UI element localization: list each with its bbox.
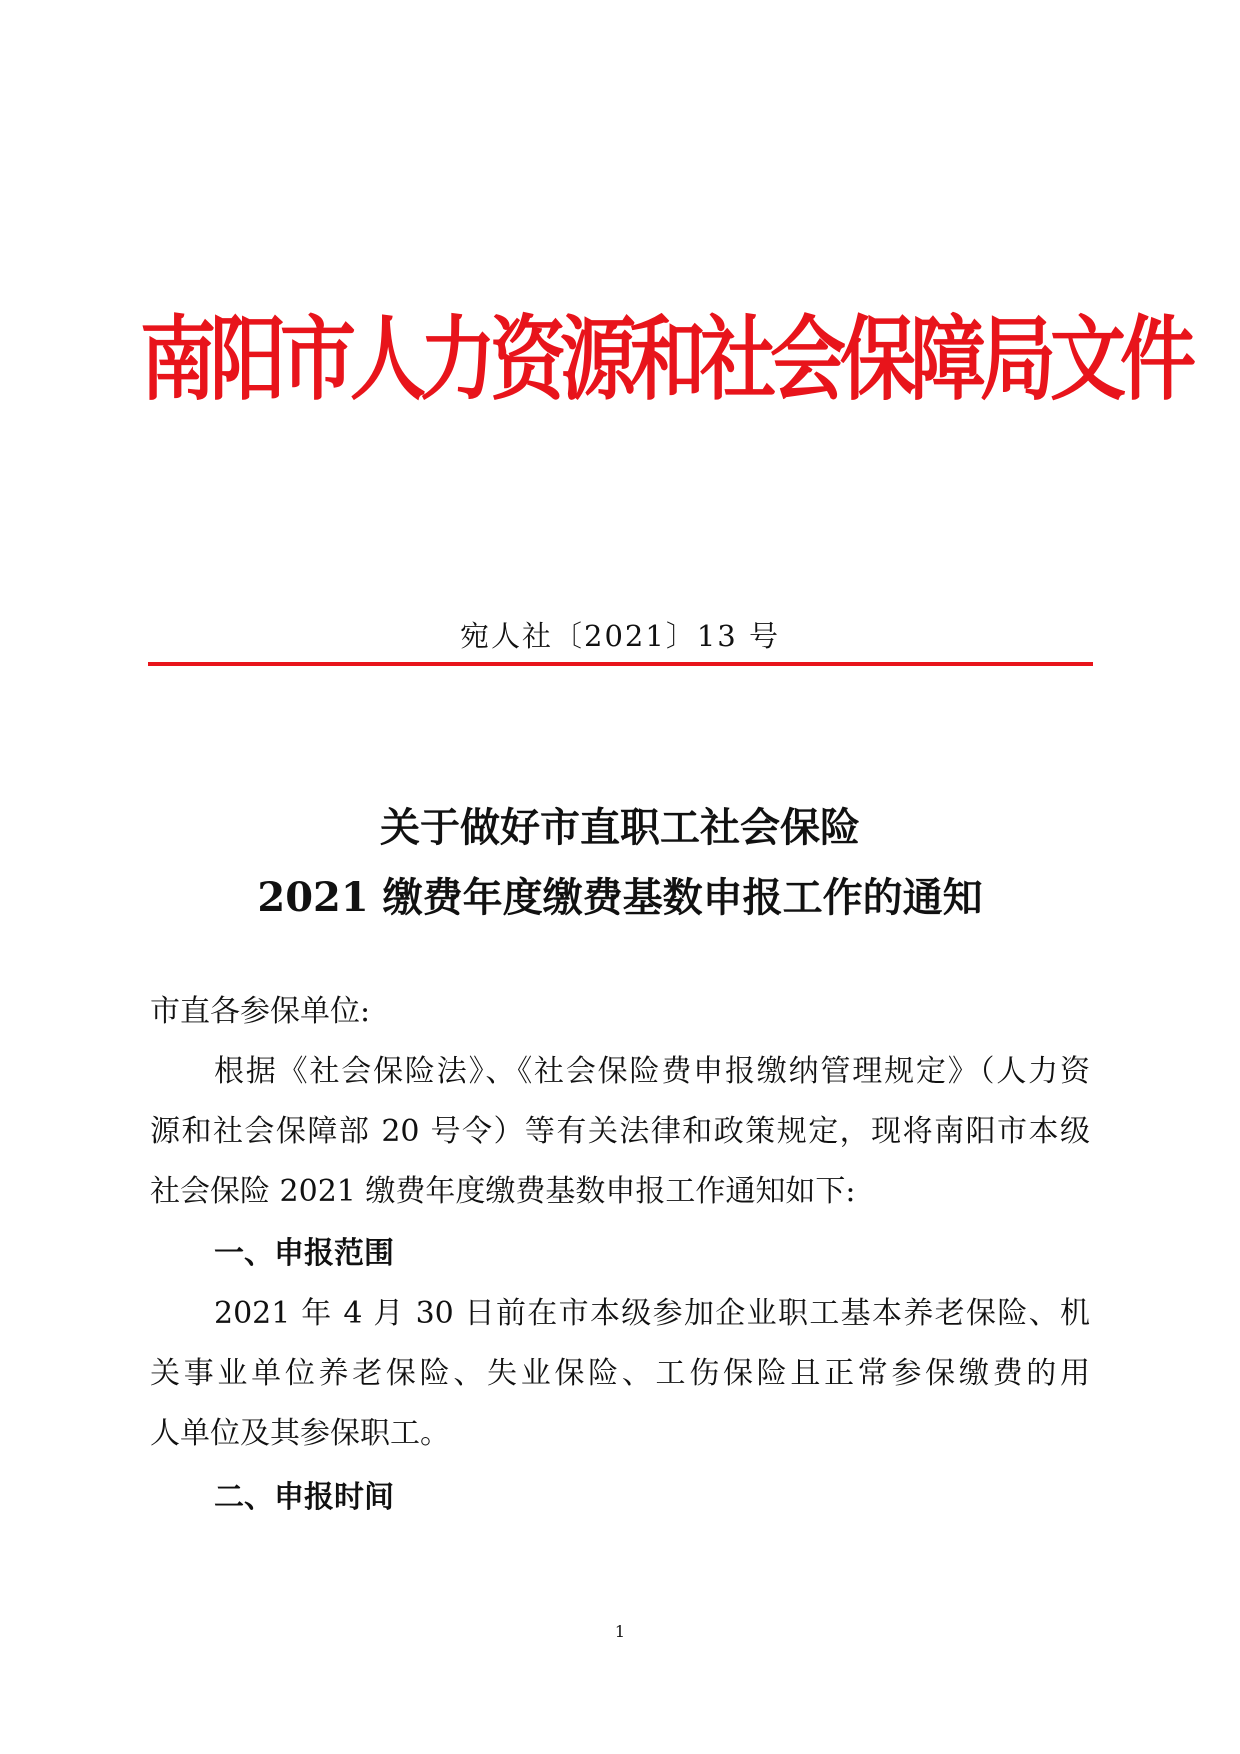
page-number: 1 bbox=[614, 1622, 626, 1641]
notice-title-line-2: 2021 缴费年度缴费基数申报工作的通知 bbox=[257, 874, 983, 921]
notice-title-line-1: 关于做好市直职工社会保险 bbox=[380, 804, 860, 851]
masthead-title: 南阳市人力资源和社会保障局文件 bbox=[140, 306, 1190, 413]
salutation: 市直各参保单位: bbox=[150, 994, 371, 1029]
section-1-line-1: 2021 年 4 月 30 日前在市本级参加企业职工基本养老保险、机 bbox=[214, 1296, 1090, 1331]
intro-paragraph-line-3: 社会保险 2021 缴费年度缴费基数申报工作通知如下: bbox=[150, 1174, 856, 1209]
red-divider-rule bbox=[148, 662, 1093, 666]
section-1-line-2: 关事业单位养老保险、失业保险、工伤保险且正常参保缴费的用 bbox=[150, 1356, 1090, 1391]
section-1-heading: 一、申报范围 bbox=[214, 1236, 394, 1271]
intro-paragraph-line-2: 源和社会保障部 20 号令）等有关法律和政策规定，现将南阳市本级 bbox=[150, 1114, 1090, 1149]
intro-paragraph-line-1: 根据《社会保险法》、《社会保险费申报缴纳管理规定》（人力资 bbox=[214, 1054, 1090, 1089]
section-2-heading: 二、申报时间 bbox=[214, 1480, 394, 1515]
section-1-line-3: 人单位及其参保职工。 bbox=[150, 1416, 450, 1451]
document-number: 宛人社〔2021〕13 号 bbox=[460, 619, 780, 653]
